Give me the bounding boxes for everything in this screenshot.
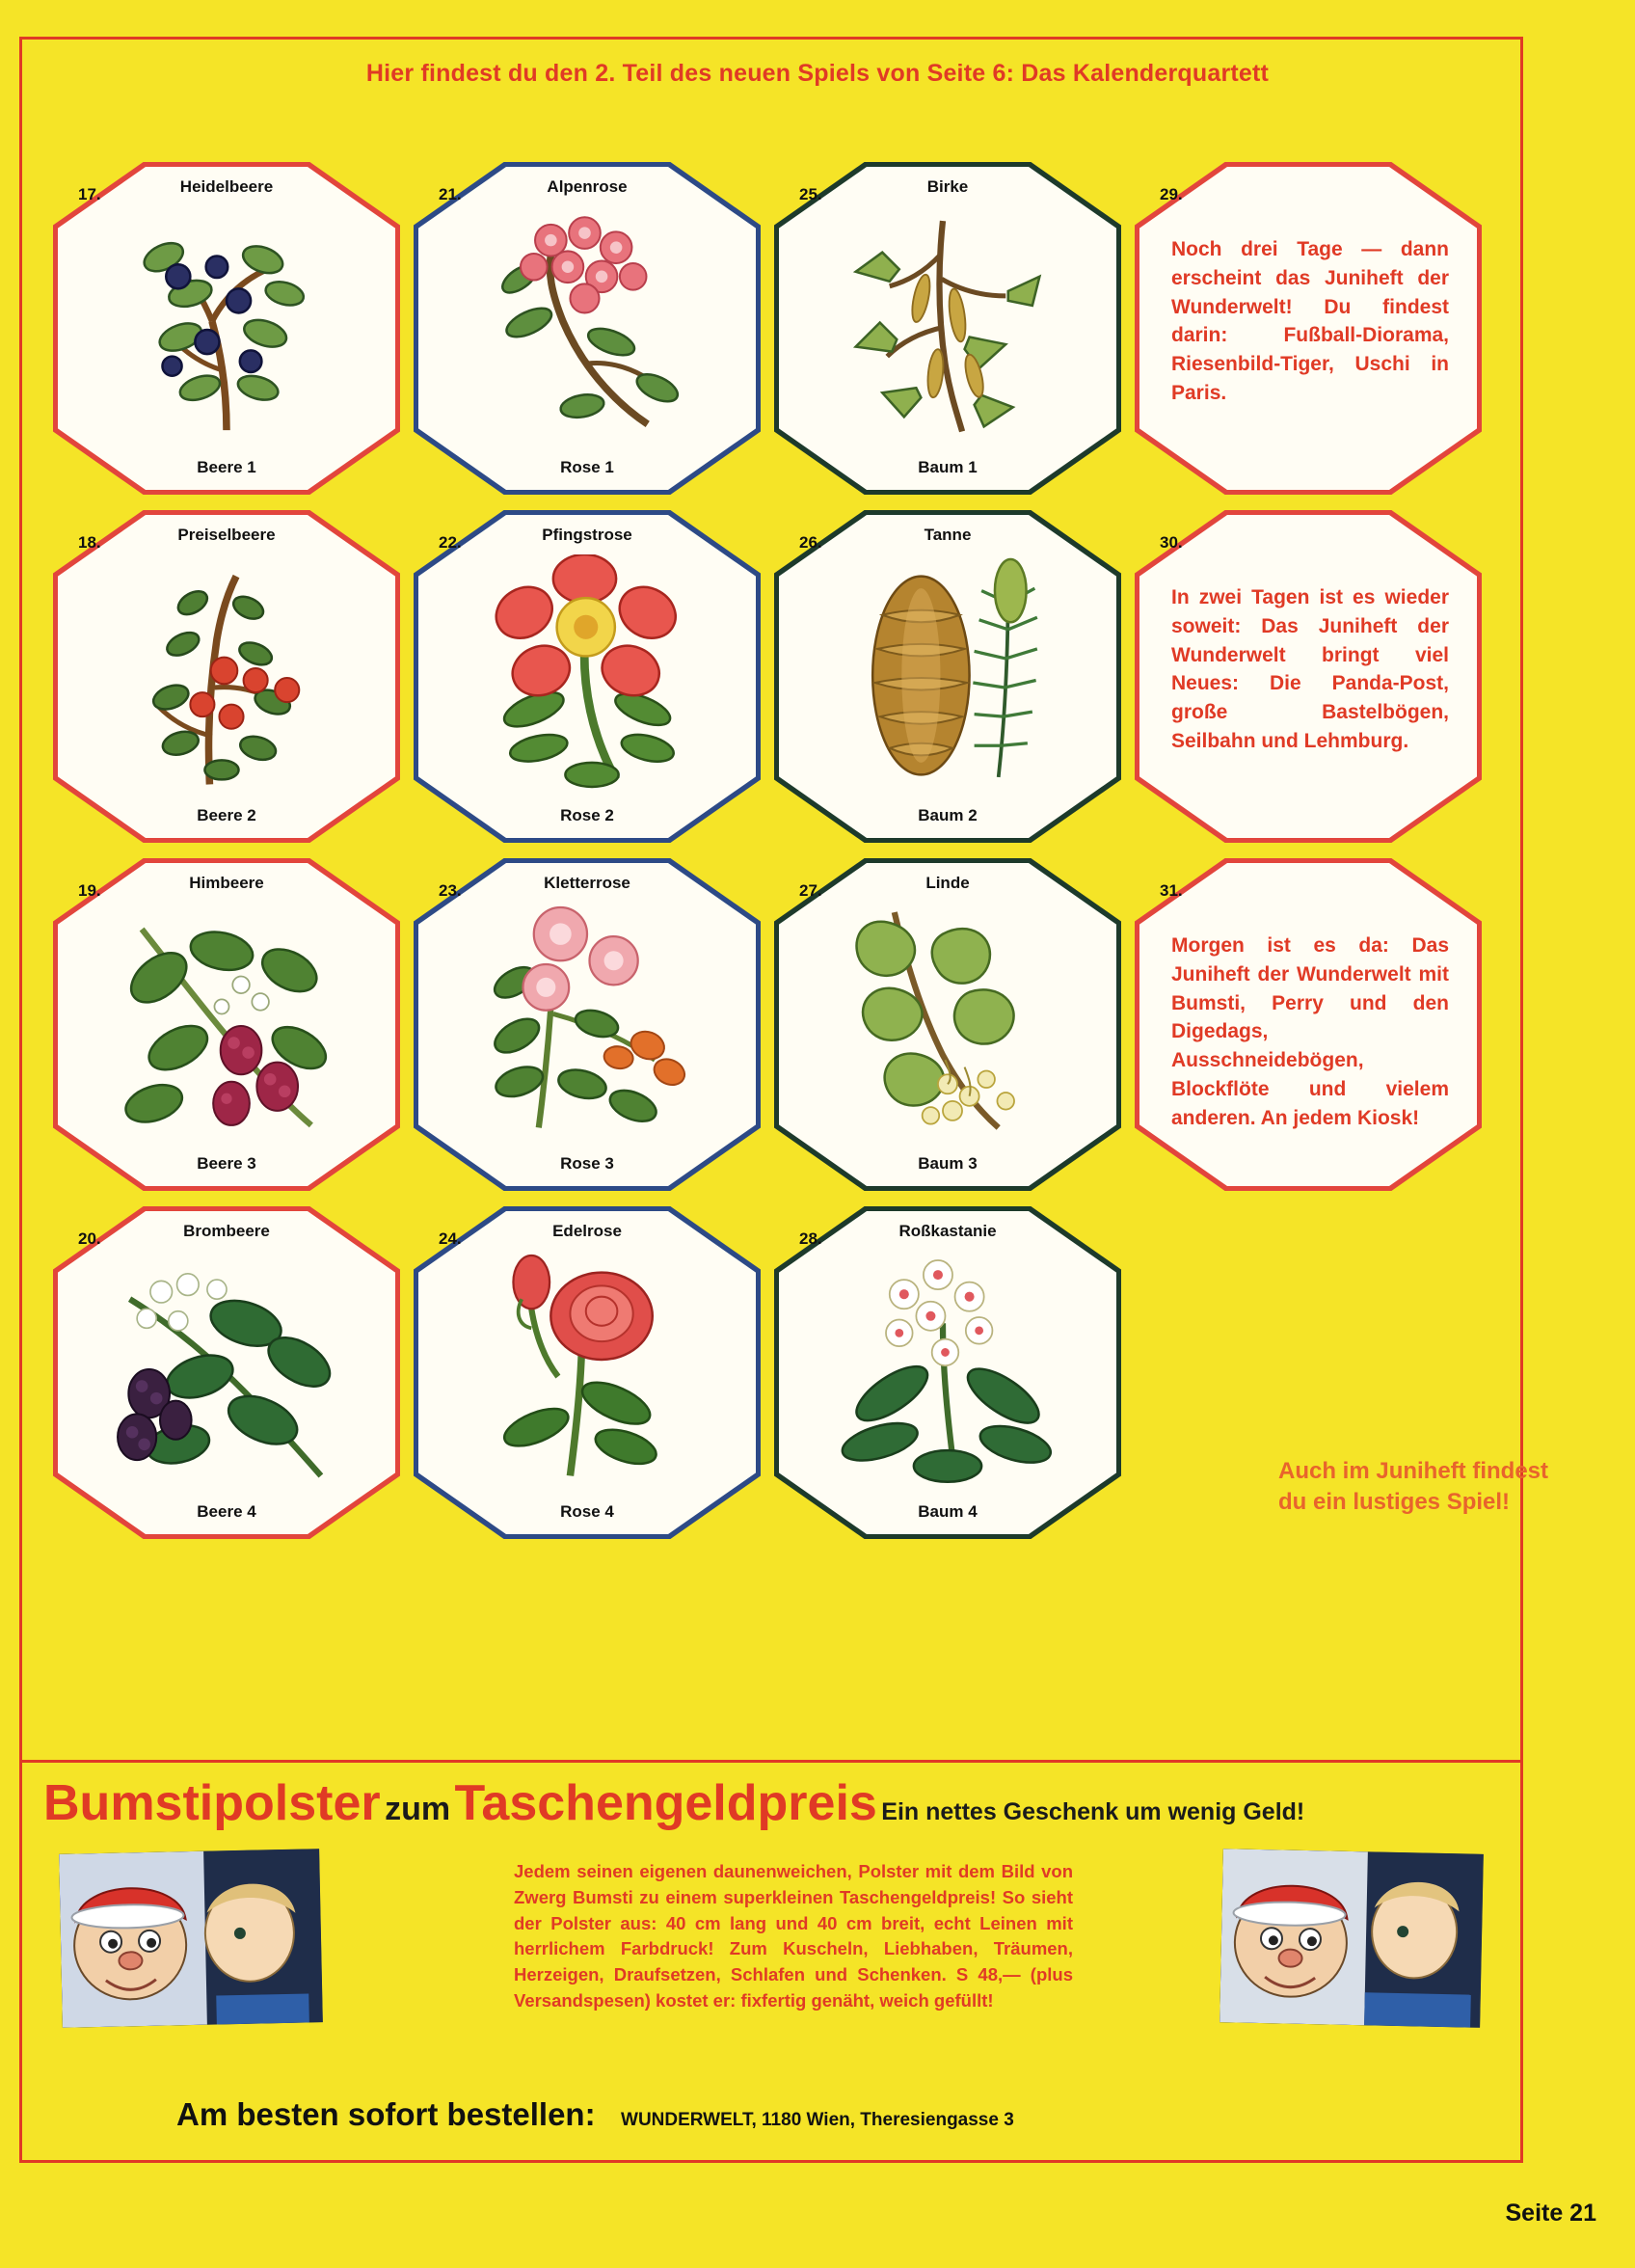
blueberry-illustration [86, 206, 367, 448]
card-title: Tanne [924, 526, 972, 544]
card-row [53, 858, 1499, 1191]
ad-body-text: Jedem seinen eigenen daunenweichen, Polster mit dem Bild von Zwerg Bumsti zu einem superkleinen Taschengeldpreis! So sieht der Polster aus: 40 cm lang und 40 cm breit, echt Leinen mit herrlichem Farbdruck! Zum Kuscheln, Liebhaben, Träumen, Herzeigen, Draufsetzen, Schlafen und Schenken. S 48,— (plus Versandspesen) kostet er: fixfertig genäht, weich gefüllt! [514, 1861, 1073, 2012]
ad-order-address: WUNDERWELT, 1180 Wien, Theresiengasse 3 [621, 2110, 1014, 2130]
blackberry-illustration [86, 1251, 367, 1493]
card-19[interactable] [53, 858, 400, 1191]
birch-illustration [807, 206, 1088, 448]
card-title: Roßkastanie [898, 1222, 997, 1240]
card-26[interactable] [774, 510, 1121, 843]
card-number: 26. [799, 533, 822, 552]
card-footer: Beere 3 [197, 1154, 256, 1173]
alpenrose-illustration [446, 206, 728, 448]
card-footer: Rose 2 [560, 806, 614, 824]
photo-bumsti-left [59, 1849, 323, 2028]
card-21[interactable] [414, 162, 761, 495]
card-number: 22. [439, 533, 462, 552]
card-number: 18. [78, 533, 101, 552]
card-24[interactable] [414, 1206, 761, 1539]
ad-order-label: Am besten sofort bestellen: [176, 2096, 596, 2132]
quartett-card-grid [53, 162, 1499, 1554]
card-footer: Baum 1 [918, 458, 978, 476]
card-number: 31. [1160, 881, 1183, 900]
card-22[interactable] [414, 510, 761, 843]
card-text: In zwei Tagen ist es wieder soweit: Das Juniheft der Wunderwelt bringt viel Neues: Die Panda-Post, große Bastelbögen, Seilbahn und Lehmburg. [1171, 586, 1449, 753]
card-text: Noch drei Tage — dann erscheint das Juniheft der Wunderwelt! Du findest darin: Fußball-Diorama, Riesenbild-Tiger, Uschi in Paris. [1171, 238, 1449, 405]
card-number: 19. [78, 881, 101, 900]
fir-illustration [807, 554, 1088, 796]
card-20[interactable] [53, 1206, 400, 1539]
card-footer: Beere 4 [197, 1502, 256, 1521]
card-number: 21. [439, 185, 462, 203]
card-footer: Rose 1 [560, 458, 614, 476]
card-title: Preiselbeere [177, 526, 276, 544]
card-number: 27. [799, 881, 822, 900]
card-title: Kletterrose [544, 874, 630, 892]
card-27[interactable] [774, 858, 1121, 1191]
promo-text: Auch im Juniheft findest du ein lustiges Spiel! [1278, 1458, 1549, 1516]
card-title: Brombeere [183, 1222, 270, 1240]
card-number: 29. [1160, 185, 1183, 203]
card-28[interactable] [774, 1206, 1121, 1539]
card-17[interactable] [53, 162, 400, 495]
climbing-rose-illustration [446, 903, 728, 1145]
card-footer: Baum 2 [918, 806, 978, 824]
card-footer: Beere 1 [197, 458, 256, 476]
tea-rose-illustration [446, 1251, 728, 1493]
page-number: Seite 21 [1505, 2200, 1596, 2227]
card-title: Alpenrose [547, 177, 628, 196]
card-29[interactable] [1135, 162, 1482, 495]
ad-headline-part2: Taschengeldpreis [454, 1775, 877, 1831]
card-footer: Rose 3 [560, 1154, 614, 1173]
chestnut-illustration [807, 1251, 1088, 1493]
card-18[interactable] [53, 510, 400, 843]
card-footer: Baum 4 [918, 1502, 978, 1521]
card-footer: Baum 3 [918, 1154, 978, 1173]
card-30[interactable] [1135, 510, 1482, 843]
page-title: Hier findest du den 2. Teil des neuen Spiels von Seite 6: Das Kalenderquartett [365, 60, 1270, 87]
photo-bumsti-right [1220, 1849, 1484, 2028]
lingonberry-illustration [86, 554, 367, 796]
card-row [53, 510, 1499, 843]
linden-illustration [807, 903, 1088, 1145]
card-number: 20. [78, 1229, 101, 1248]
ad-headline [43, 1774, 1304, 1832]
peony-illustration [446, 554, 728, 796]
card-row [53, 162, 1499, 495]
card-number: 24. [439, 1229, 462, 1248]
card-number: 25. [799, 185, 822, 203]
card-title: Linde [925, 874, 970, 892]
card-footer: Rose 4 [560, 1502, 614, 1521]
card-number: 23. [439, 881, 462, 900]
advertisement [19, 1763, 1523, 2163]
card-title: Birke [926, 177, 969, 196]
card-title: Himbeere [189, 874, 264, 892]
card-footer: Beere 2 [197, 806, 256, 824]
card-number: 28. [799, 1229, 822, 1248]
ad-headline-tagline: Ein nettes Geschenk um wenig Geld! [881, 1798, 1305, 1825]
ad-order-line [176, 2096, 1014, 2133]
card-31[interactable] [1135, 858, 1482, 1191]
raspberry-illustration [86, 903, 367, 1145]
ad-headline-part1: Bumstipolster [43, 1775, 381, 1831]
ad-headline-zum: zum [385, 1791, 451, 1827]
card-title: Pfingstrose [542, 526, 632, 544]
card-25[interactable] [774, 162, 1121, 495]
card-title: Edelrose [552, 1222, 622, 1240]
card-title: Heidelbeere [179, 177, 274, 196]
card-number: 30. [1160, 533, 1183, 552]
card-text: Morgen ist es da: Das Juniheft der Wunderwelt mit Bumsti, Perry und den Digedags, Ausschneidebögen, Blockflöte und vielem anderen. An jedem Kiosk! [1171, 934, 1449, 1129]
card-number: 17. [78, 185, 101, 203]
card-23[interactable] [414, 858, 761, 1191]
